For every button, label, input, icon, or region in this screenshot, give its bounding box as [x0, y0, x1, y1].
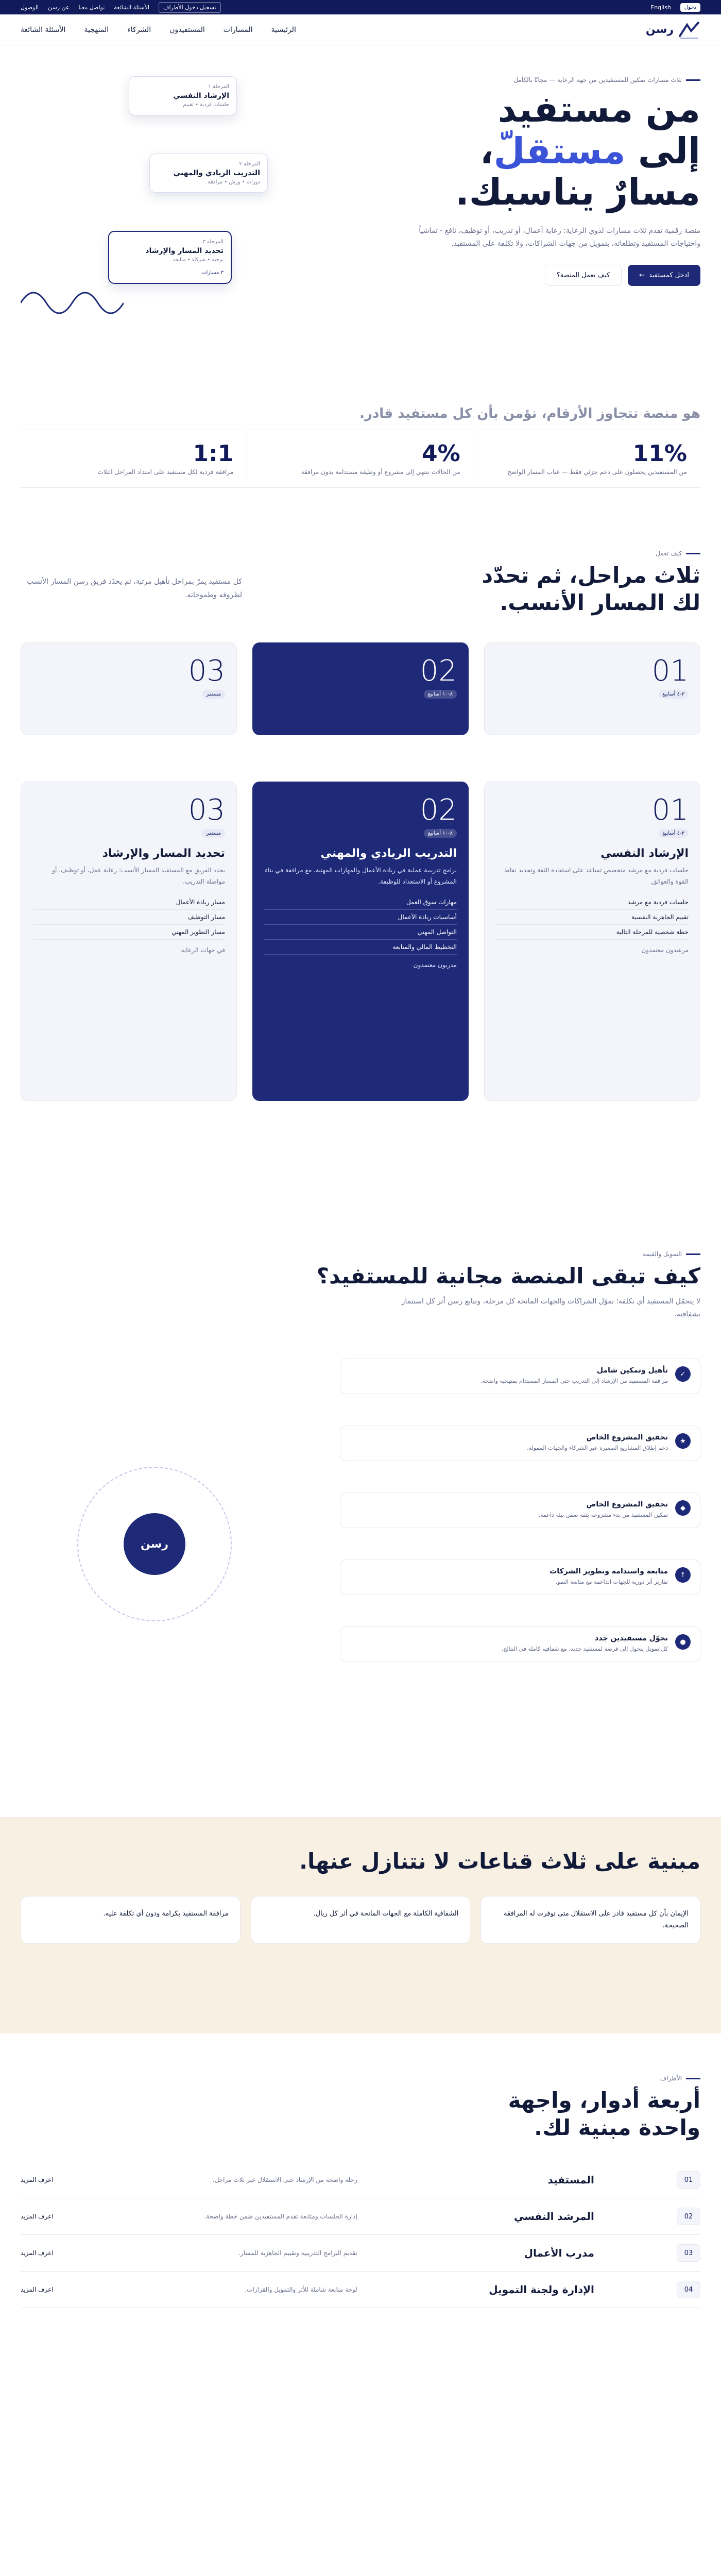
check-icon: ✓: [675, 1366, 691, 1382]
path-stage-3-list: [32, 895, 225, 940]
nav-beneficiaries[interactable]: المستفيدون: [169, 25, 205, 34]
stat-1-caption: من المستفيدين يحصلون على دعم جزئي فقط — غياب المسار الواضح: [507, 468, 687, 476]
stat-2: [247, 430, 473, 487]
path-stage-3-badge: مستمر: [202, 829, 225, 838]
free-feature-4-desc: تقارير أثر دورية للجهات الداعمة مع متابعة النمو.: [555, 1579, 668, 1586]
free-feature-1-desc: مرافقة المستفيد من الإرشاد إلى التدريب حتى المسار المستدام بمنهجية واضحة.: [480, 1378, 668, 1385]
top-link-contact[interactable]: تواصل معنا: [78, 4, 105, 11]
roles-section: [0, 2033, 721, 2576]
path-preview-stage-2-badge: ٨-١٠ أسابيع: [424, 690, 457, 699]
free-eyebrow-text: التمويل والقيمة: [643, 1250, 682, 1258]
hero-stage-card-1-sub: جلسات فردية • تقييم: [183, 102, 229, 108]
list-item: تقييم الجاهزية النفسية: [496, 910, 689, 925]
role-row-admin[interactable]: [21, 2272, 700, 2308]
eyebrow-dash-icon: [686, 1253, 700, 1255]
hero-visual: [21, 76, 350, 385]
free-feature-2-desc: دعم إطلاق المشاريع الصغيرة عبر الشركاء والجهات الممولة.: [527, 1445, 668, 1452]
free-feature-4: [340, 1560, 700, 1595]
eyebrow-dash-icon: [686, 2078, 700, 2079]
role-row-index: 02: [677, 2208, 700, 2225]
hero-title-line1: من مستفيد: [497, 88, 700, 130]
stat-1-value: 11%: [632, 440, 687, 467]
list-item: مسار التوظيف: [32, 910, 225, 925]
hero-stage-card-2-tag: المرحلة ٢: [239, 161, 260, 167]
role-more-link[interactable]: اعرف المزيد: [21, 2249, 54, 2257]
brand-logo[interactable]: [646, 21, 700, 39]
free-feature-3-title: تحقيق المشروع الخاص: [586, 1500, 668, 1509]
stat-3: [21, 430, 247, 487]
free-feature-5: [340, 1626, 700, 1662]
channel-card-1: الإيمان بأن كل مستفيد قادر على الاستقلال متى توفرت له المرافقة الصحيحة.: [480, 1896, 700, 1944]
top-bar: [0, 0, 721, 14]
path-stage-2[interactable]: [252, 782, 469, 1101]
hero-eyebrow: [381, 76, 700, 83]
role-more-link[interactable]: اعرف المزيد: [21, 2176, 54, 2184]
list-item: مهارات سوق العمل: [264, 895, 457, 910]
role-row-desc: لوحة متابعة شاملة للأثر والتمويل والقرارات.: [245, 2286, 357, 2294]
path-stage-2-desc: برامج تدريبية عملية في ريادة الأعمال والمهارات المهنية، مع مرافقة في بناء المشروع أو الاستعداد للوظيفة.: [265, 867, 457, 885]
hero-title-suffix: ،: [479, 129, 494, 172]
top-bar-links: [21, 2, 221, 13]
top-bar-right: [650, 3, 700, 12]
path-stage-3-num: 03: [188, 793, 225, 827]
stat-2-caption: من الحالات تنتهي إلى مشروع أو وظيفة مستدامة بدون مرافقة: [301, 468, 460, 476]
path-stage-2-badge: ٨-١٠ أسابيع: [424, 829, 457, 838]
hero-title-accent: مستقلّ: [493, 129, 626, 172]
roles-title: [21, 2087, 700, 2141]
path-stage-3[interactable]: [21, 782, 237, 1101]
language-switch[interactable]: English: [650, 4, 671, 11]
users-icon: ●: [675, 1634, 691, 1650]
channel-card-2: الشفافية الكاملة مع الجهات المانحة في أثر كل ريال.: [251, 1896, 471, 1944]
hero-stage-card-1: [129, 76, 237, 115]
path-stage-3-desc: يحدد الفريق مع المستفيد المسار الأنسب: رعاية عمل، أو توظيف، أو مواصلة التدريب.: [52, 867, 225, 885]
path-title-line2: لك المسار الأنسب.: [500, 589, 700, 615]
hero-stage-card-1-title: الإرشاد النفسي: [173, 92, 229, 100]
hero-title-line3: مسارٌ يناسبك.: [455, 171, 700, 213]
path-stage-3-foot: في جهات الرعاية: [181, 946, 225, 954]
top-link-access[interactable]: الوصول: [21, 4, 39, 11]
nav-faq[interactable]: الأسئلة الشائعة: [21, 25, 66, 34]
roles-title-line2: واحدة مبنية لك.: [534, 2114, 700, 2140]
hero-stage-card-2-sub: دورات • ورش • مرافقة: [208, 179, 260, 185]
path-section: [0, 550, 721, 1250]
roles-eyebrow-text: الأطراف: [660, 2075, 682, 2082]
brand-name: رسن: [645, 23, 674, 36]
rocket-icon: ★: [675, 1433, 691, 1449]
free-orbit: [77, 1467, 232, 1621]
path-preview-stage-3[interactable]: [21, 642, 237, 735]
hero-title-prefix: إلى: [625, 129, 700, 172]
free-feature-1-title: تأهيل وتمكين شامل: [596, 1366, 668, 1375]
path-stage-3-title: تحديد المسار والإرشاد: [102, 847, 225, 860]
path-preview-stage-1-badge: ٣-٤ أسابيع: [658, 690, 689, 699]
hero-section: [0, 45, 721, 406]
hero-title: [381, 89, 700, 213]
enter-as-beneficiary-label: ادخل كمستفيد: [649, 271, 689, 279]
stats-strip: [21, 430, 700, 488]
path-stage-1-list: [496, 895, 689, 940]
stats-heading: هو منصة تتجاوز الأرقام، نؤمن بأن كل مستفيد قادر.: [359, 406, 700, 421]
free-title: كيف تبقى المنصة مجانية للمستفيد؟: [316, 1263, 700, 1289]
main-nav: [0, 14, 721, 45]
free-orbit-center: رسن: [124, 1513, 185, 1575]
path-preview-stage-2-num: 02: [420, 654, 457, 688]
channels-list: [21, 1896, 700, 1944]
free-feature-4-title: متابعة واستدامة وتطوير الشركات: [550, 1567, 668, 1576]
role-row-desc: إدارة الجلسات ومتابعة تقدم المستفيدين ضمن خطة واضحة.: [204, 2213, 357, 2221]
free-feature-3-desc: تمكين المستفيد من بدء مشروعه بثقة ضمن بيئة داعمة.: [538, 1512, 668, 1519]
role-row-beneficiary[interactable]: [21, 2162, 700, 2198]
stat-3-caption: مرافقة فردية لكل مستفيد على امتداد المراحل الثلاث: [97, 468, 234, 476]
top-link-about[interactable]: عن رسن: [48, 4, 70, 11]
role-row-name: مدرب الأعمال: [524, 2247, 594, 2260]
free-feature-3: [340, 1493, 700, 1528]
stat-1: [474, 430, 700, 487]
path-eyebrow-text: كيف تعمل: [656, 550, 682, 557]
hero-actions: [381, 265, 700, 286]
wave-line-icon: [21, 277, 124, 324]
path-stage-1-badge: ٣-٤ أسابيع: [658, 829, 689, 838]
list-item: مسار ريادة الأعمال: [32, 895, 225, 910]
free-eyebrow: [237, 1250, 700, 1258]
path-stage-1-foot: مرشدون معتمدون: [641, 946, 689, 954]
free-feature-1: [340, 1359, 700, 1394]
list-item: مسار التطوير المهني: [32, 925, 225, 940]
hero-eyebrow-text: ثلاث مسارات تمكين للمستفيدين من جهة الرعاية — مجانًا بالكامل: [513, 76, 682, 83]
path-stage-2-list: [264, 895, 457, 955]
hero-stage-card-2: [149, 154, 268, 193]
path-stage-2-foot: مدربون معتمدون: [413, 961, 457, 969]
how-it-works-button[interactable]: كيف تعمل المنصة؟: [545, 265, 622, 286]
hero-stage-card-3-tag: المرحلة ٣: [202, 239, 224, 245]
path-preview-stage-1-num: 01: [651, 654, 689, 688]
free-feature-5-title: تحوّل مستفيدين جدد: [595, 1634, 668, 1643]
arrow-left-icon: ←: [639, 271, 645, 279]
path-stage-1-num: 01: [651, 793, 689, 827]
free-feature-5-desc: كل تمويل يتحول إلى فرصة لمستفيد جديد، مع شفافية كاملة في النتائج.: [501, 1646, 668, 1653]
path-eyebrow: [391, 550, 700, 557]
role-more-link[interactable]: اعرف المزيد: [21, 2213, 54, 2221]
list-item: أساسيات ريادة الأعمال: [264, 910, 457, 925]
nav-methodology[interactable]: المنهجية: [84, 25, 109, 34]
channels-section: [0, 1817, 721, 2033]
role-row-index: 03: [677, 2244, 700, 2262]
role-row-desc: تقديم البرامج التدريبية وتقييم الجاهزية للمسار.: [238, 2249, 357, 2257]
nav-links: [21, 26, 296, 34]
free-body: لا يتحمّل المستفيد أي تكلفة؛ تموّل الشراكات والجهات المانحة كل مرحلة، وتتابع رسن أثر كل استثمار بشفافية.: [401, 1297, 700, 1319]
role-row-index: 04: [677, 2281, 700, 2298]
eyebrow-dash-icon: [686, 553, 700, 554]
stat-2-value: 4%: [421, 440, 460, 467]
hero-copy: [381, 76, 700, 286]
channel-card-3: مرافقة المستفيد بكرامة ودون أي تكلفة عليه.: [21, 1896, 241, 1944]
path-preview-stage-3-num: 03: [188, 654, 225, 688]
path-preview-stage-1[interactable]: [484, 642, 700, 735]
brand-mark-icon: [678, 21, 700, 39]
role-row-desc: رحلة واضحة من الإرشاد حتى الاستقلال عبر ثلاث مراحل.: [212, 2176, 357, 2184]
role-row-name: المستفيد: [547, 2174, 594, 2187]
free-section: [0, 1250, 721, 1817]
path-stage-2-num: 02: [420, 793, 457, 827]
free-feature-2-title: تحقيق المشروع الخاص: [586, 1433, 668, 1442]
list-item: خطة شخصية للمرحلة التالية: [496, 925, 689, 940]
hero-stage-card-2-title: التدريب الريادي والمهني: [173, 169, 260, 177]
list-item: التواصل المهني: [264, 925, 457, 940]
role-row-counselor[interactable]: [21, 2198, 700, 2235]
free-feature-2: [340, 1426, 700, 1461]
role-more-link[interactable]: اعرف المزيد: [21, 2286, 54, 2294]
nav-partners[interactable]: الشركاء: [127, 25, 151, 34]
path-side-note: كل مستفيد يمرّ بمراحل تأهيل مرتبة، ثم يحدّد فريق رسن المسار الأنسب لظروفه وطموحاته.: [26, 578, 242, 599]
eyebrow-dash-icon: [686, 79, 700, 81]
top-link-faq[interactable]: الأسئلة الشائعة: [114, 4, 150, 11]
role-row-name: الإدارة ولجنة التمويل: [489, 2283, 594, 2296]
path-preview-stage-3-badge: مستمر: [202, 690, 225, 699]
roles-list: [21, 2162, 700, 2308]
login-button[interactable]: دخول: [680, 3, 700, 12]
hero-cards-footer: ٣ مسارات: [201, 270, 224, 276]
nav-paths[interactable]: المسارات: [223, 25, 253, 34]
path-stage-1-desc: جلسات فردية مع مرشد متخصص تساعد على استعادة الثقة وتحديد نقاط القوة والعوائق.: [504, 867, 689, 885]
path-stage-1[interactable]: [484, 782, 700, 1101]
hero-stage-card-3-sub: توجيه • شركاء • متابعة: [173, 257, 224, 263]
path-stage-2-title: التدريب الريادي والمهني: [320, 847, 457, 860]
role-row-index: 01: [677, 2171, 700, 2189]
list-item: جلسات فردية مع مرشد: [496, 895, 689, 910]
role-row-name: المرشد النفسي: [513, 2210, 594, 2223]
path-title: [391, 562, 700, 616]
briefcase-icon: ◆: [675, 1500, 691, 1516]
path-head: [391, 550, 700, 616]
hero-body: منصة رقمية تقدم ثلاث مسارات لذوي الرعاية: رعاية أعمال، أو تدريب، أو توظيف، نافع - تماشياً واحتياجات المستفيد وتطلعاته، بتمويل من جهات الشراكات، ولا تكلفة على المستفيد.: [419, 226, 700, 248]
hero-stage-card-3: [108, 231, 232, 284]
roles-eyebrow: [21, 2075, 700, 2082]
list-item: التخطيط المالي والمتابعة: [264, 940, 457, 955]
role-row-coach[interactable]: [21, 2235, 700, 2272]
path-preview-stage-2[interactable]: [252, 642, 469, 735]
path-stage-1-title: الإرشاد النفسي: [600, 847, 689, 860]
hero-stage-card-1-tag: المرحلة ١: [208, 84, 229, 90]
growth-icon: ↑: [675, 1567, 691, 1583]
enter-as-beneficiary-button[interactable]: [628, 265, 700, 286]
partners-login-button[interactable]: تسجيل دخول الأطراف: [159, 2, 221, 13]
roles-title-line1: أربعة أدوار، واجهة: [508, 2088, 700, 2113]
stats-section: [0, 406, 721, 488]
free-head: [237, 1250, 700, 1321]
nav-home[interactable]: الرئيسية: [271, 25, 296, 34]
path-title-line1: ثلاث مراحل، ثم تحدّد: [482, 563, 700, 588]
hero-stage-card-3-title: تحديد المسار والإرشاد: [145, 247, 224, 255]
stat-3-value: 1:1: [193, 440, 234, 467]
channels-title: مبنية على ثلاث قناعات لا نتنازل عنها.: [299, 1849, 700, 1874]
